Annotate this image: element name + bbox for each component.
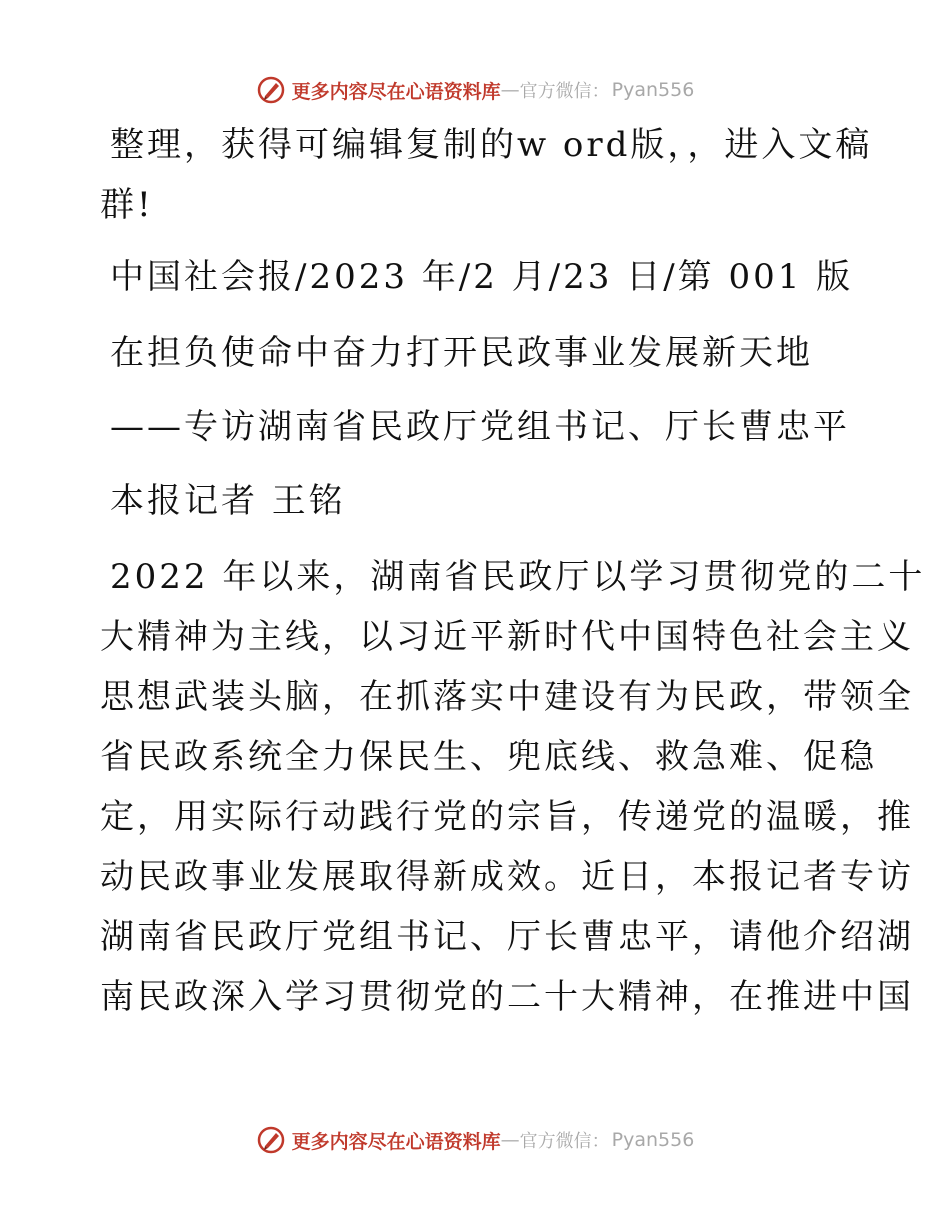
source-line: 中国社会报/2023 年/2 月/23 日/第 001 版 bbox=[110, 257, 854, 297]
pen-logo-icon bbox=[256, 75, 286, 105]
banner-dash: — bbox=[500, 1129, 520, 1151]
body-line: 省民政系统全力保民生、兜底线、救急难、促稳 bbox=[100, 737, 877, 777]
body-line: 2022 年以来，湖南省民政厅以学习贯彻党的二十 bbox=[110, 557, 926, 597]
subheadline: ——专访湖南省民政厅党组书记、厅长曹忠平 bbox=[110, 407, 850, 447]
banner-wechat-id: Pyan556 bbox=[611, 1129, 695, 1151]
body-line: 大精神为主线，以习近平新时代中国特色社会主义 bbox=[100, 617, 914, 657]
banner-wechat-id: Pyan556 bbox=[611, 79, 695, 101]
banner-main-text: 更多内容尽在心语资料库 bbox=[291, 80, 501, 103]
body-line: 南民政深入学习贯彻党的二十大精神，在推进中国 bbox=[100, 977, 914, 1017]
headline: 在担负使命中奋力打开民政事业发展新天地 bbox=[110, 333, 813, 373]
body-line: 湖南省民政厅党组书记、厅长曹忠平，请他介绍湖 bbox=[100, 917, 914, 957]
banner-wechat-label: 官方微信： bbox=[519, 1131, 610, 1152]
pen-logo-icon bbox=[256, 1125, 286, 1155]
intro-line-1: 整理，获得可编辑复制的w ord版，，进入文稿 bbox=[110, 125, 873, 165]
banner-dash: — bbox=[500, 79, 520, 101]
body-line: 思想武装头脑，在抓落实中建设有为民政，带领全 bbox=[100, 677, 914, 717]
body-line: 动民政事业发展取得新成效。近日，本报记者专访 bbox=[100, 857, 914, 897]
banner-main-text: 更多内容尽在心语资料库 bbox=[291, 1130, 501, 1153]
banner-wechat-label: 官方微信： bbox=[519, 81, 610, 102]
footer-banner bbox=[0, 1120, 950, 1160]
byline: 本报记者 王铭 bbox=[110, 481, 346, 521]
intro-line-2: 群! bbox=[100, 185, 154, 225]
body-line: 定，用实际行动践行党的宗旨，传递党的温暖，推 bbox=[100, 797, 914, 837]
header-banner bbox=[0, 70, 950, 110]
